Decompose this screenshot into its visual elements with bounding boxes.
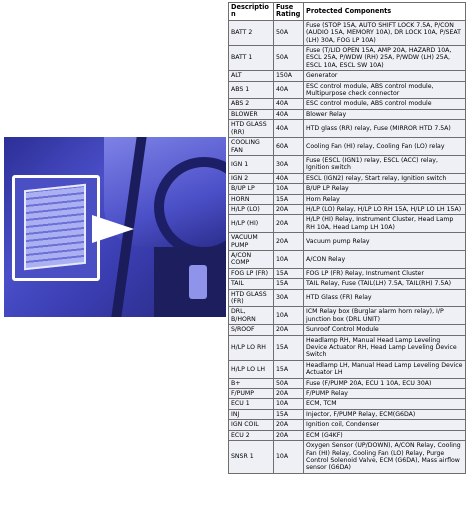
cell-description: ECU 2: [229, 430, 274, 440]
table-row: [229, 184, 466, 194]
table-row: [229, 20, 466, 45]
table-row: [229, 250, 466, 268]
cell-fuse-rating: 10A: [274, 399, 304, 409]
cell-protected-components: H/LP (HI) Relay, Instrument Cluster, Head Lamp RH 10A, Head Lamp LH 10A): [304, 215, 466, 233]
table-row: [229, 99, 466, 109]
pedal-shape: [189, 265, 207, 299]
cell-protected-components: Ignition coil, Condenser: [304, 420, 466, 430]
cell-description: IGN 1: [229, 155, 274, 173]
table-row: [229, 279, 466, 289]
table-row: [229, 335, 466, 360]
cell-protected-components: ESCL (IGN2) relay, Start relay, Ignition switch: [304, 173, 466, 183]
cell-fuse-rating: 50A: [274, 46, 304, 71]
cell-protected-components: F/PUMP Relay: [304, 389, 466, 399]
cell-fuse-rating: 20A: [274, 389, 304, 399]
table-row: [229, 325, 466, 335]
table-row: [229, 173, 466, 183]
cell-description: BATT 2: [229, 20, 274, 45]
cell-protected-components: Sunroof Control Module: [304, 325, 466, 335]
cell-fuse-rating: 30A: [274, 155, 304, 173]
table-row: [229, 109, 466, 119]
cell-protected-components: B/UP LP Relay: [304, 184, 466, 194]
cell-protected-components: Horn Relay: [304, 194, 466, 204]
table-row: [229, 194, 466, 204]
cell-protected-components: H/LP (LO) Relay, H/LP LO RH 15A, H/LP LO LH 15A): [304, 204, 466, 214]
fuse-table: [228, 2, 466, 474]
table-row: [229, 441, 466, 474]
cell-fuse-rating: 10A: [274, 184, 304, 194]
cell-protected-components: FOG LP (FR) Relay, Instrument Cluster: [304, 268, 466, 278]
cell-description: ALT: [229, 71, 274, 81]
cell-description: DRL, B/HORN: [229, 307, 274, 325]
header-fuse-rating: Fuse Rating: [274, 3, 304, 21]
cell-description: H/LP (HI): [229, 215, 274, 233]
cell-protected-components: ECM, TCM: [304, 399, 466, 409]
cell-fuse-rating: 20A: [274, 420, 304, 430]
cell-protected-components: ICM Relay box (Burglar alarm horn relay), I/P junction box (DRL UNIT): [304, 307, 466, 325]
cell-fuse-rating: 15A: [274, 335, 304, 360]
cell-protected-components: Injector, F/PUMP Relay, ECM(G6DA): [304, 409, 466, 419]
cell-protected-components: HTD Glass (FR) Relay: [304, 289, 466, 307]
cell-protected-components: Fuse (T/LID OPEN 15A, AMP 20A, HAZARD 10A, ESCL 25A, P/WDW (RH) 25A, P/WDW (LH) 25A, ESCL 10A, ESCL SW 10A): [304, 46, 466, 71]
cell-description: IGN COIL: [229, 420, 274, 430]
cell-description: H/LP (LO): [229, 204, 274, 214]
cell-fuse-rating: 40A: [274, 81, 304, 99]
table-row: [229, 215, 466, 233]
table-row: [229, 307, 466, 325]
cell-fuse-rating: 40A: [274, 109, 304, 119]
cell-description: IGN 2: [229, 173, 274, 183]
table-header-row: [229, 3, 466, 21]
cell-protected-components: Oxygen Sensor (UP/DOWN), A/CON Relay, Cooling Fan (HI) Relay, Cooling Fan (LO) Relay, Purge Control Solenoid Valve, ECM (G6DA), Mass airflow sensor (G6DA): [304, 441, 466, 474]
cell-description: HTD GLASS (RR): [229, 120, 274, 138]
cell-fuse-rating: 15A: [274, 194, 304, 204]
cell-fuse-rating: 15A: [274, 409, 304, 419]
cell-description: ABS 2: [229, 99, 274, 109]
cell-description: COOLING FAN: [229, 138, 274, 156]
cell-fuse-rating: 20A: [274, 233, 304, 251]
cell-description: HTD GLASS (FR): [229, 289, 274, 307]
table-row: [229, 289, 466, 307]
cell-fuse-rating: 50A: [274, 378, 304, 388]
cell-fuse-rating: 20A: [274, 215, 304, 233]
cell-protected-components: HTD glass (RR) relay, Fuse (MIRROR HTD 7.5A): [304, 120, 466, 138]
table-row: [229, 155, 466, 173]
cell-fuse-rating: 40A: [274, 99, 304, 109]
header-description: Description: [229, 3, 274, 21]
pointer-arrow: [92, 215, 134, 243]
table-body: [229, 20, 466, 473]
cell-fuse-rating: 50A: [274, 20, 304, 45]
cell-description: INJ: [229, 409, 274, 419]
cell-fuse-rating: 30A: [274, 289, 304, 307]
table-row: [229, 120, 466, 138]
cell-fuse-rating: 15A: [274, 360, 304, 378]
cell-fuse-rating: 40A: [274, 120, 304, 138]
cell-description: ABS 1: [229, 81, 274, 99]
cell-description: SNSR 1: [229, 441, 274, 474]
cell-fuse-rating: 15A: [274, 268, 304, 278]
fuse-box-location-photo: [4, 137, 226, 317]
table-row: [229, 268, 466, 278]
cell-protected-components: Vacuum pump Relay: [304, 233, 466, 251]
cell-description: F/PUMP: [229, 389, 274, 399]
cell-protected-components: Headlamp LH, Manual Head Lamp Leveling Device Actuator LH: [304, 360, 466, 378]
table-row: [229, 138, 466, 156]
cell-description: BLOWER: [229, 109, 274, 119]
cell-fuse-rating: 20A: [274, 325, 304, 335]
table-row: [229, 233, 466, 251]
cell-fuse-rating: 60A: [274, 138, 304, 156]
cell-description: H/LP LO LH: [229, 360, 274, 378]
cell-protected-components: Fuse (F/PUMP 20A, ECU 1 10A, ECU 30A): [304, 378, 466, 388]
cell-fuse-rating: 10A: [274, 250, 304, 268]
cell-protected-components: A/CON Relay: [304, 250, 466, 268]
cell-fuse-rating: 20A: [274, 430, 304, 440]
cell-protected-components: ESC control module, ABS control module: [304, 99, 466, 109]
cell-description: B+: [229, 378, 274, 388]
cell-description: ECU 1: [229, 399, 274, 409]
table-row: [229, 399, 466, 409]
table-row: [229, 204, 466, 214]
cell-description: VACUUM PUMP: [229, 233, 274, 251]
cell-fuse-rating: 40A: [274, 173, 304, 183]
cell-protected-components: Fuse (STOP 15A, AUTO SHIFT LOCK 7.5A, P/CON (AUDIO 15A, MEMORY 10A), DR LOCK 10A, P/SEAT (LH) 30A, FOG LP 10A): [304, 20, 466, 45]
table-row: [229, 409, 466, 419]
table-row: [229, 389, 466, 399]
cell-protected-components: Generator: [304, 71, 466, 81]
cell-description: TAIL: [229, 279, 274, 289]
table-row: [229, 71, 466, 81]
cell-description: FOG LP (FR): [229, 268, 274, 278]
cell-protected-components: Blower Relay: [304, 109, 466, 119]
cell-protected-components: ECM (G4KF): [304, 430, 466, 440]
cell-fuse-rating: 10A: [274, 441, 304, 474]
cell-fuse-rating: 10A: [274, 307, 304, 325]
cell-fuse-rating: 20A: [274, 204, 304, 214]
table-row: [229, 360, 466, 378]
table-row: [229, 81, 466, 99]
cell-description: H/LP LO RH: [229, 335, 274, 360]
cell-fuse-rating: 150A: [274, 71, 304, 81]
cell-description: A/CON COMP: [229, 250, 274, 268]
cell-protected-components: Headlamp RH, Manual Head Lamp Leveling Device Actuator RH, Head Lamp Leveling Device Switch: [304, 335, 466, 360]
fuse-box-image: [24, 184, 86, 271]
header-protected-components: Protected Components: [304, 3, 466, 21]
cell-protected-components: Fuse (ESCL (IGN1) relay, ESCL (ACC) relay, Ignition switch: [304, 155, 466, 173]
table-row: [229, 430, 466, 440]
cell-protected-components: Cooling Fan (HI) relay, Cooling Fan (LO) relay: [304, 138, 466, 156]
cell-protected-components: TAIL Relay, Fuse (TAIL(LH) 7.5A, TAIL(RH) 7.5A): [304, 279, 466, 289]
cell-fuse-rating: 15A: [274, 279, 304, 289]
cell-description: HORN: [229, 194, 274, 204]
table-row: [229, 420, 466, 430]
cell-protected-components: ESC control module, ABS control module, Multipurpose check connector: [304, 81, 466, 99]
cell-description: BATT 1: [229, 46, 274, 71]
table-row: [229, 378, 466, 388]
cell-description: B/UP LP: [229, 184, 274, 194]
cell-description: S/ROOF: [229, 325, 274, 335]
table-row: [229, 46, 466, 71]
